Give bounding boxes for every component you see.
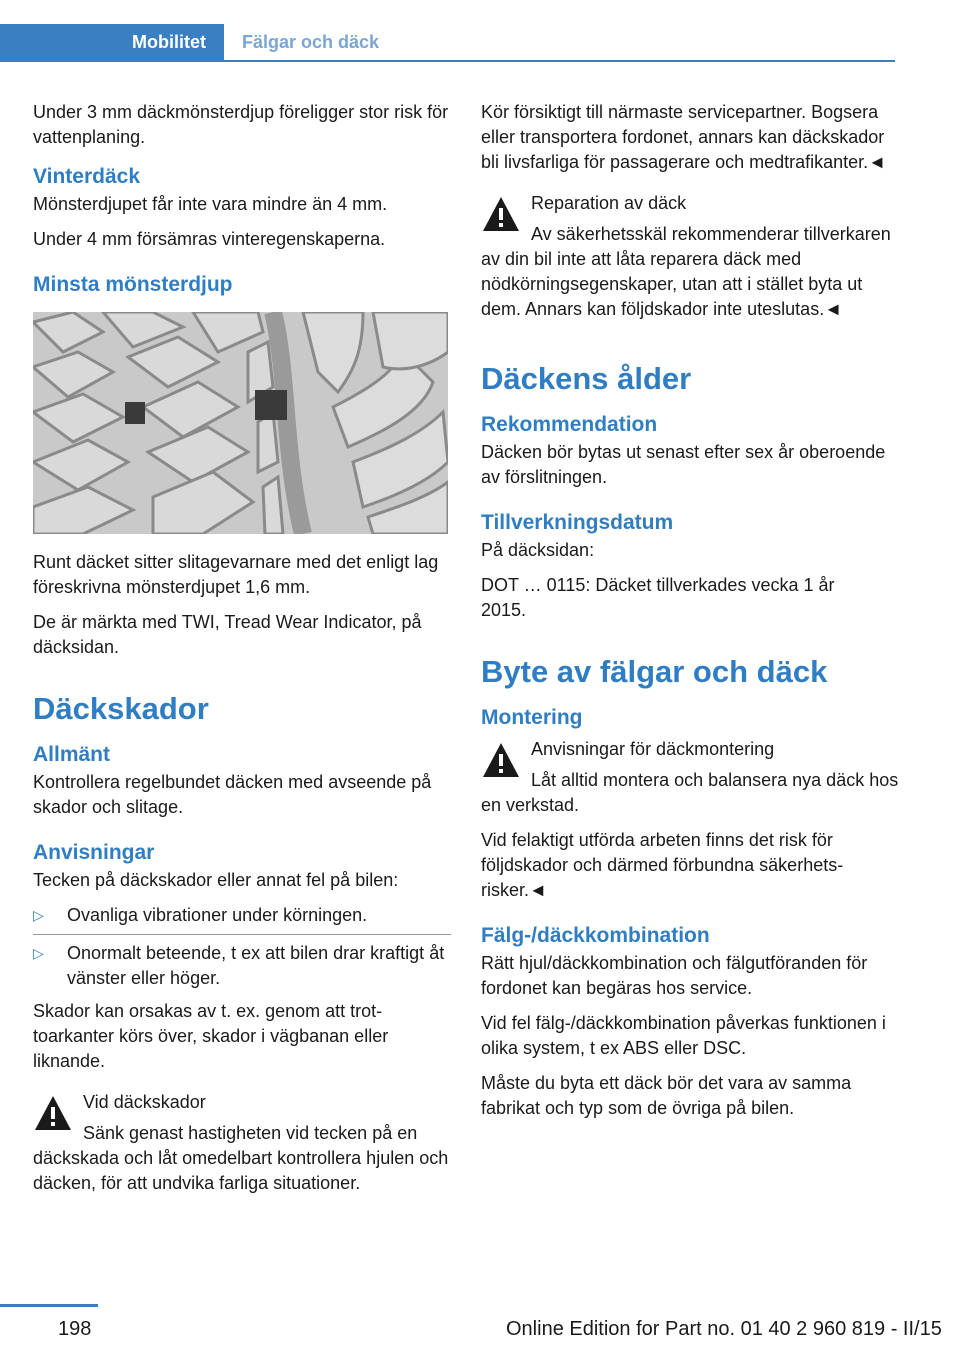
tab-mobilitet[interactable]: [0, 24, 224, 62]
warning-dackskador: [33, 1090, 451, 1196]
tire-tread-image: [33, 312, 448, 534]
heading-falg-dackkombination: Fälg-/däckkombination: [481, 924, 710, 947]
tillverkning-paragraph-2: DOT … 0115: Däcket tillverkades vecka 1 år 2015.: [481, 575, 835, 620]
kombination-paragraph-1: Rätt hjul/däckkombination och fälgutföranden för fordonet kan begäras hos service.: [481, 953, 868, 998]
anvisningar-paragraph: Tecken på däckskador eller annat fel på bilen:: [33, 870, 399, 890]
montering-paragraph: Vid felaktigt utförda arbeten finns det risk för följdskador och därmed förbundna säkerhetsrisker.◄: [481, 830, 844, 900]
warning-title: Vid däckskador: [83, 1092, 206, 1112]
heading-montering: Montering: [481, 706, 583, 729]
warning-signs-list: [33, 903, 451, 991]
list-item: ▷ Onormalt beteende, t ex att bilen drar kraftigt åt vänster eller höger.: [33, 943, 445, 988]
right-column: [481, 100, 899, 1131]
twi-paragraph-2: De är märkta med TWI, Tread Wear Indicator, på däcksidan.: [33, 612, 422, 657]
page-header: [0, 24, 895, 62]
warning-triangle-icon: [33, 1094, 73, 1132]
warning-triangle-icon: [481, 741, 521, 779]
skador-paragraph: Skador kan orsakas av t. ex. genom att trottoarkanter körs över, skador i vägbanan eller liknande.: [33, 1001, 389, 1071]
triangle-bullet-icon: ▷: [33, 945, 44, 961]
tab-falgar-och-dack[interactable]: Fälgar och däck: [242, 32, 380, 52]
intro-paragraph: Under 3 mm däckmönsterdjup föreligger stor risk för vattenplaning.: [33, 102, 449, 147]
list-divider: [33, 934, 451, 935]
heading-minsta-monsterdjup: Minsta mönsterdjup: [33, 273, 233, 296]
warning-triangle-icon: [481, 195, 521, 233]
heading-rekommendation: Rekommendation: [481, 413, 658, 436]
vinter-paragraph-2: Under 4 mm försämras vinteregenskaperna.: [33, 229, 386, 249]
list-item: ▷ Ovanliga vibrationer under körningen.: [33, 903, 451, 928]
warning-reparation: [481, 191, 899, 322]
heading-anvisningar: Anvisningar: [33, 841, 155, 864]
tillverkning-paragraph-1: På däcksidan:: [481, 540, 595, 560]
heading-dackskador: Däckskador: [33, 691, 209, 726]
warning-title: Anvisningar för däckmontering: [531, 739, 775, 759]
tab-mobilitet-label: Mobilitet: [132, 32, 206, 52]
triangle-bullet-icon: ▷: [33, 907, 44, 923]
twi-paragraph-1: Runt däcket sitter slitagevarnare med det enligt lag föreskrivna mönsterdjupet 1,6 mm.: [33, 552, 439, 597]
warning-title: Reparation av däck: [531, 193, 687, 213]
warning-text: Av säkerhetsskäl rekommenderar tillverkaren av din bil inte att låta reparera däck med nödkörningsegenskaper, utan att i stället byta ut dem. Annars kan följdskador inte uteslutas.◄: [481, 224, 891, 319]
warning-dackmontering: [481, 737, 899, 818]
page-number: 198: [58, 1318, 92, 1340]
allmant-paragraph: Kontrollera regelbundet däcken med avseende på skador och slitage.: [33, 772, 432, 817]
left-column: [33, 100, 451, 1206]
footer-accent-line: [0, 1304, 98, 1307]
footer-edition: Online Edition for Part no. 01 40 2 960 819 - II/15: [506, 1318, 942, 1340]
heading-vinterdack: Vinterdäck: [33, 165, 140, 188]
vinter-paragraph-1: Mönsterdjupet får inte vara mindre än 4 mm.: [33, 194, 388, 214]
warning-text: Låt alltid montera och balansera nya däck hos en verkstad.: [481, 770, 899, 815]
warning-text: Sänk genast hastigheten vid tecken på en däckskada och låt omedelbart kontrollera hjulen och däcken, för att undvika farliga situationer.: [33, 1123, 449, 1193]
heading-tillverkningsdatum: Tillverkningsdatum: [481, 511, 674, 534]
rekommendation-paragraph: Däcken bör bytas ut senast efter sex år oberoende av förslitningen.: [481, 442, 886, 487]
kombination-paragraph-2: Vid fel fälg-/däckkombination påverkas funktionen i olika system, t ex ABS eller DSC.: [481, 1013, 886, 1058]
heading-byte-av-falgar: Byte av fälgar och däck: [481, 654, 828, 689]
heading-allmant: Allmänt: [33, 743, 111, 766]
heading-dackens-alder: Däckens ålder: [481, 361, 692, 396]
continuation-paragraph: Kör försiktigt till närmaste servicepartner. Bogsera eller transportera fordonet, annars kan däckskador bli livsfarliga för passagerare och medtrafikanter.◄: [481, 102, 886, 172]
kombination-paragraph-3: Måste du byta ett däck bör det vara av samma fabrikat och typ som de övriga på bilen.: [481, 1073, 852, 1118]
